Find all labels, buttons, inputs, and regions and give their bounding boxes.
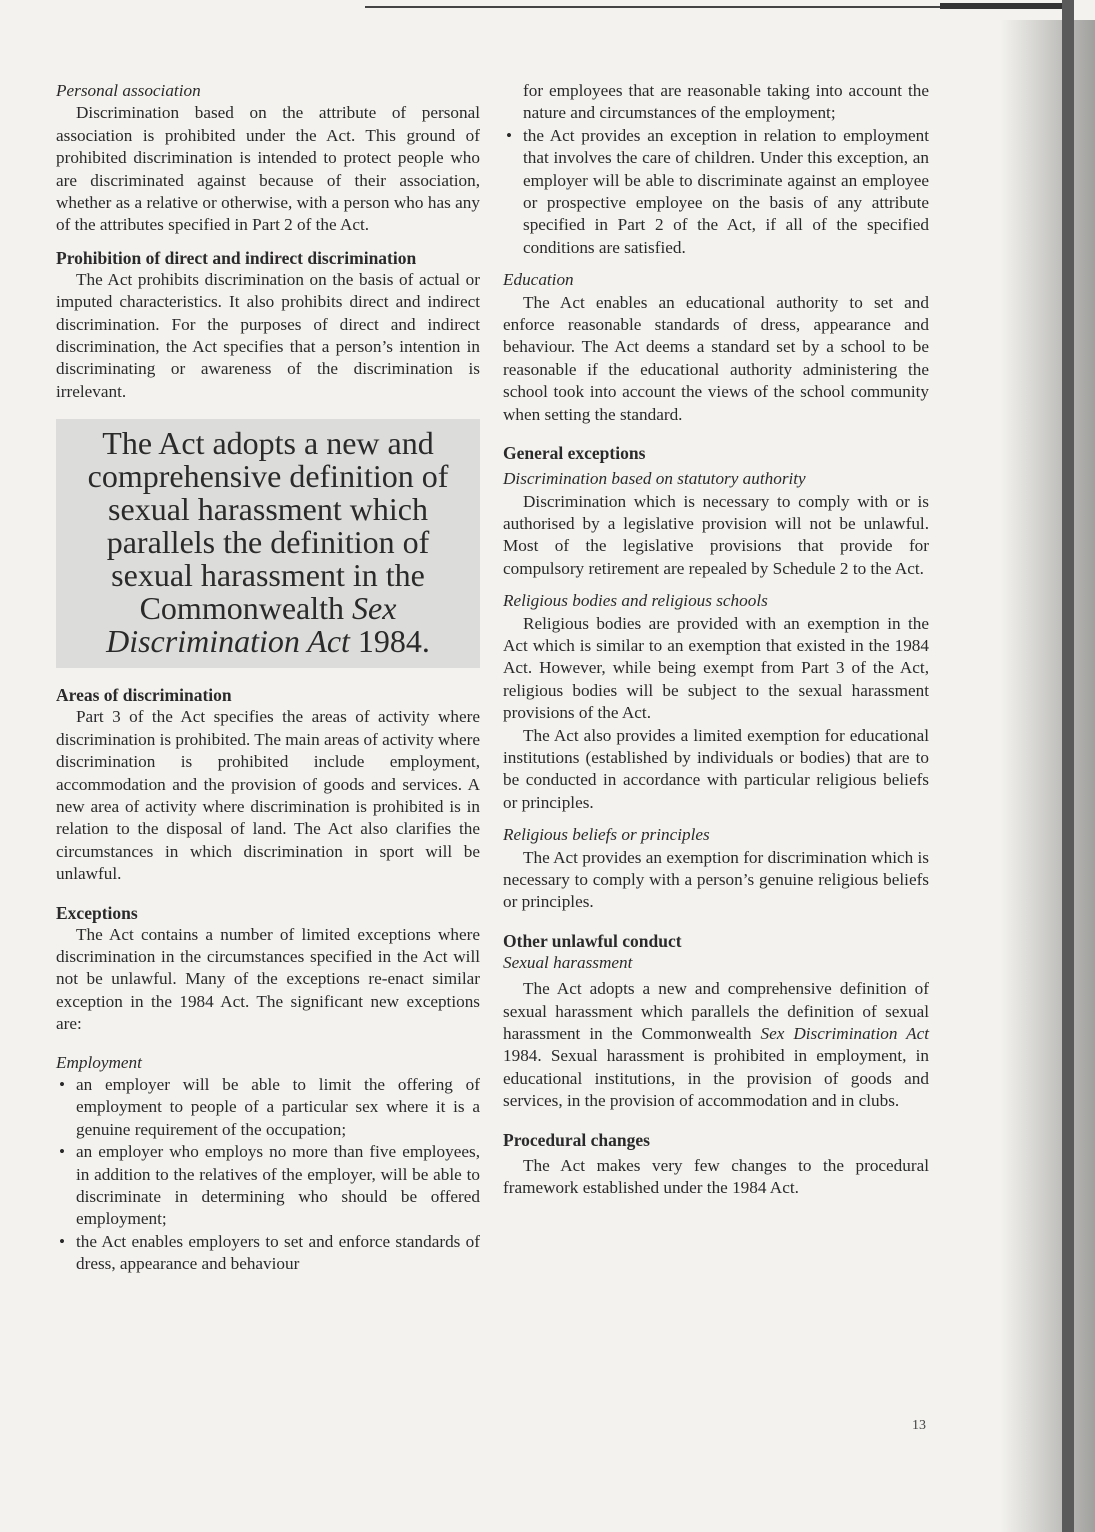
employment-bullet: • an employer will be able to limit the offering of employment to people of a particular sex where it is a genuine requirement of the occupation; bbox=[56, 1074, 480, 1141]
sexual-harassment-text-tail: 1984. Sexual harassment is prohibited in employment, in educational institutions, in the provision of goods and services, in the provision of accommodation and in clubs. bbox=[503, 1046, 929, 1111]
procedural-body: The Act makes very few changes to the procedural framework established under the 1984 Act. bbox=[503, 1155, 929, 1198]
sexual-harassment-act-title: Sex Discrimination Act bbox=[760, 1024, 930, 1044]
right-column bbox=[503, 80, 929, 1199]
left-column bbox=[56, 80, 480, 1276]
page-number: 13 bbox=[912, 1418, 926, 1433]
statutory-authority-heading: Discrimination based on statutory authority bbox=[503, 469, 806, 489]
areas-heading: Areas of discrimination bbox=[56, 685, 232, 706]
employment-heading: Employment bbox=[56, 1052, 142, 1072]
prohibition-body: The Act prohibits discrimination on the basis of actual or imputed characteristics. It also prohibits direct and indirect discrimination. For the purposes of direct and indirect discrimination, the Act specifies that a person’s intention in discriminating or awareness of the discrimination is irrelevant. bbox=[56, 269, 480, 401]
exceptions-heading: Exceptions bbox=[56, 902, 138, 923]
pull-quote bbox=[56, 419, 480, 668]
education-heading: Education bbox=[503, 270, 574, 290]
page-edge bbox=[1062, 0, 1074, 1532]
other-unlawful-heading: Other unlawful conduct bbox=[503, 930, 682, 951]
prohibition-heading: Prohibition of direct and indirect discrimination bbox=[56, 247, 417, 268]
top-rule-accent bbox=[940, 3, 1065, 9]
personal-association-heading: Personal association bbox=[56, 81, 201, 100]
areas-body: Part 3 of the Act specifies the areas of activity where discrimination is prohibited. The main areas of activity where discrimination is prohibited include employment, accommodation and the provision of goods and services. A new area of activity where discrimination is prohibited is in relation to the disposal of land. The Act also clarifies the circumstances in which discrimination in sport will be unlawful. bbox=[56, 707, 480, 884]
religious-bodies-heading: Religious bodies and religious schools bbox=[503, 591, 768, 611]
employment-bullet-list-continued bbox=[503, 80, 929, 259]
sexual-harassment-text: The Act adopts a new and comprehensive definition of sexual harassment which parallels the definition of sexual harassment in the Commonwealth bbox=[503, 979, 929, 1044]
religious-bodies-body: Religious bodies are provided with an exemption in the Act which is similar to an exemption that existed in the 1984 Act. However, while being exempt from Part 3 of the Act, religious bodies will be subject to the sexual harassment provisions of the Act. bbox=[503, 613, 929, 723]
sexual-harassment-body bbox=[503, 978, 929, 1112]
statutory-authority-body: Discrimination which is necessary to comply with or is authorised by a legislative provision will not be unlawful. Most of the legislative provisions that provide for compulsory retirement are repealed by Schedule 2 to the Act. bbox=[503, 491, 929, 578]
education-body: The Act enables an educational authority to set and enforce reasonable standards of dress, appearance and behaviour. The Act deems a standard set by a school to be reasonable if the educational authority administering the school took into account the views of the school community when setting the standard. bbox=[503, 292, 929, 424]
employment-bullet-list bbox=[56, 1074, 480, 1276]
religious-beliefs-body: The Act provides an exemption for discrimination which is necessary to comply with a person’s genuine religious beliefs or principles. bbox=[503, 847, 929, 912]
general-exceptions-heading: General exceptions bbox=[503, 443, 646, 464]
exceptions-body: The Act contains a number of limited exceptions where discrimination in the circumstances specified in the Act will not be unlawful. Many of the exceptions re-enact similar exception in the 1984 Act. The significant new exceptions are: bbox=[56, 924, 480, 1034]
pull-quote-tail: 1984. bbox=[349, 623, 430, 660]
employment-bullet-continuation: for employees that are reasonable taking into account the nature and circumstances of the employment; bbox=[523, 81, 929, 123]
personal-association-body: Discrimination based on the attribute of personal association is prohibited under the Act. This ground of prohibited discrimination is intended to protect people who are discriminated against because of their association, whether as a relative or otherwise, with a person who has any of the attributes specified in Part 2 of the Act. bbox=[56, 103, 480, 235]
religious-schools-body: The Act also provides a limited exemption for educational institutions (established by individuals or bodies) that are to be conducted in accordance with particular religious beliefs or principles. bbox=[503, 725, 929, 812]
employment-bullet: • the Act provides an exception in relation to employment that involves the care of children. Under this exception, an employer will be able to discriminate against an employee or prospective employee on the basis of any attribute specified in Part 2 of the Act, if all of the specified conditions are satisfied. bbox=[503, 125, 929, 259]
sexual-harassment-heading: Sexual harassment bbox=[503, 952, 633, 972]
employment-bullet: • the Act enables employers to set and enforce standards of dress, appearance and behaviour bbox=[56, 1231, 480, 1276]
page-binding-shadow bbox=[1000, 20, 1095, 1532]
procedural-heading: Procedural changes bbox=[503, 1129, 650, 1150]
religious-beliefs-heading: Religious beliefs or principles bbox=[503, 825, 710, 845]
pull-quote-italic: Sex Discrimination Act bbox=[106, 590, 397, 660]
employment-bullet: • an employer who employs no more than five employees, in addition to the relatives of the employer, will be able to discriminate in determining who should be offered employment; bbox=[56, 1141, 480, 1231]
pull-quote-text: The Act adopts a new and comprehensive definition of sexual harassment which parallels the definition of sexual harassment in the Commonwealth bbox=[87, 425, 449, 627]
